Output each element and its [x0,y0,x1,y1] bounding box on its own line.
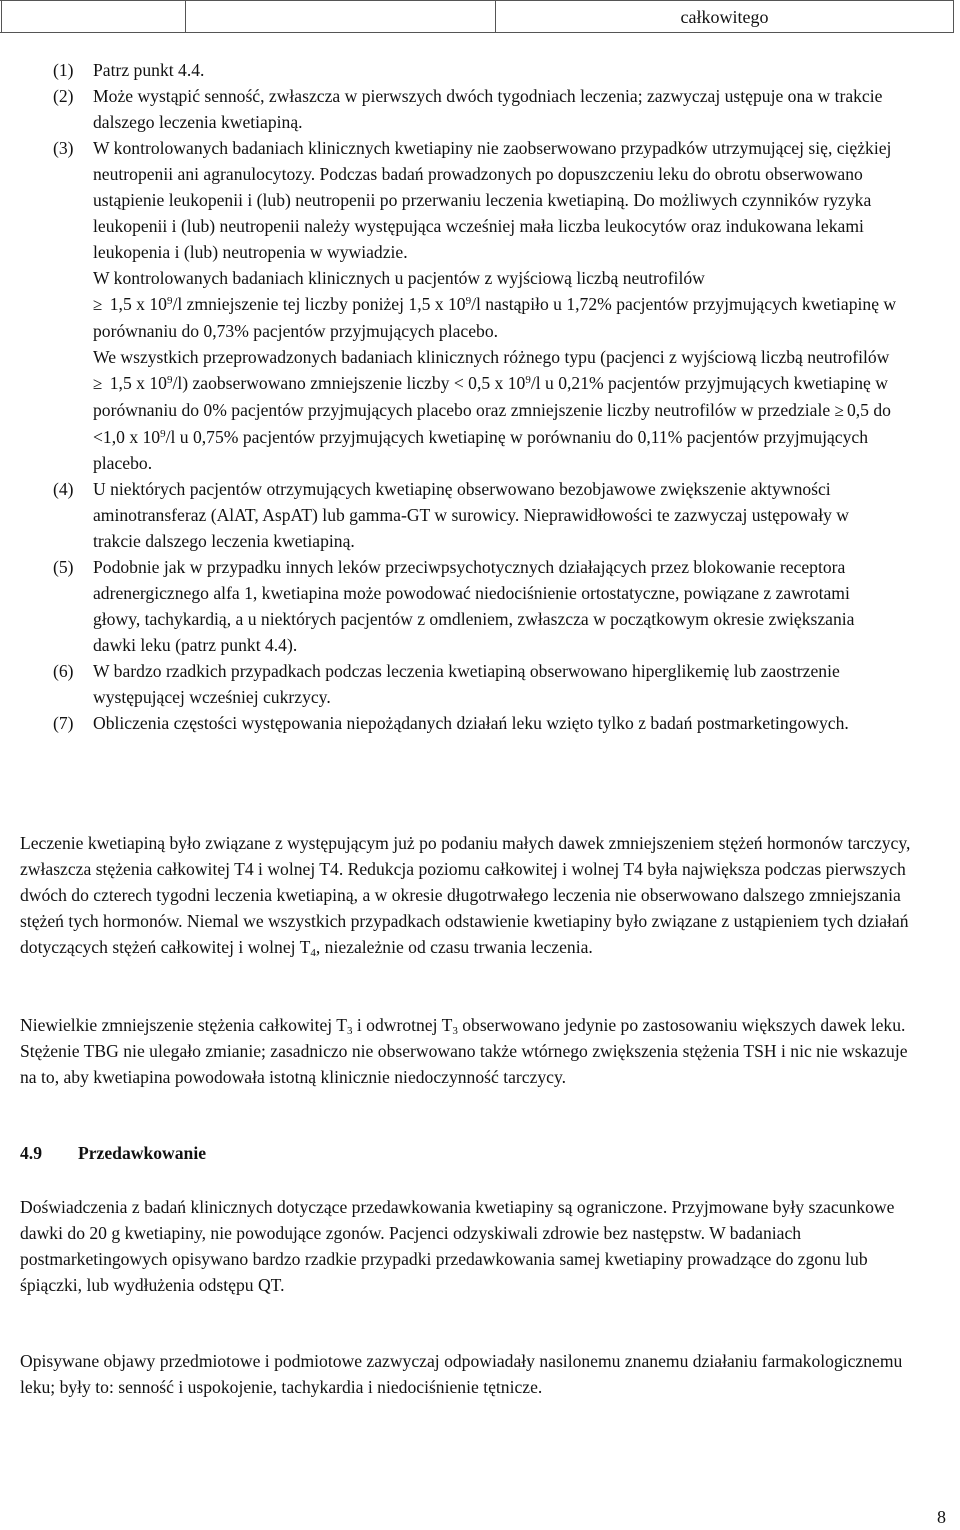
footnote-paragraph-neutrophils: W kontrolowanych badaniach klinicznych u pacjentów z wyjściową liczbą neutrofilów ≥ 1,5 x $10^9/l$ zmniejszenie tej liczby poniżej 1,5 x $10^9/l$ nastąpiło u 1,72% pacjentów przyjmujących kwetiapinę w porównaniu do 0,73% pacjentów przyjmujących placebo. [93,268,897,341]
table-cell [2,1,186,33]
section-number: 4.9 [20,1143,42,1163]
footnote-text: W kontrolowanych badaniach klinicznych kwetiapiny nie zaobserwowano przypadków utrzymującej się, ciężkiej neutropenii ani agranulocytozy. Podczas badań prowadzonych po dopuszczeniu leku do obrotu obserwowano ustąpienie leukopenii i (lub) neutropenii po przerwaniu leczenia kwetiapiną. Do możliwych czynników ryzyka leukopenii i (lub) neutropenii należy występująca wcześniej mała liczba leukocytów oraz indukowana lekami leukopenia i (lub) neutropenia w wywiadzie. [93,138,892,262]
footnote-5 [53,554,901,658]
page-number: 8 [937,1507,946,1527]
section-title: Przedawkowanie [78,1143,207,1163]
header-table [0,0,954,33]
footnote-number: (4) [53,479,74,499]
footnote-3 [53,135,901,476]
footnote-2 [53,83,901,135]
footnote-6 [53,658,901,710]
footnote-number: (7) [53,713,74,733]
footnote-4 [53,476,901,554]
symptoms-paragraph: Opisywane objawy przedmiotowe i podmiotowe zazwyczaj odpowiadały nasilonemu znanemu działaniu farmakologicznemu leku; były to: senność i uspokojenie, tachykardia i niedociśnienie tętnicze. [20,1351,903,1397]
footnotes-list [53,57,901,736]
footnote-text: Może wystąpić senność, zwłaszcza w pierwszych dwóch tygodniach leczenia; zazwyczaj ustępuje ona w trakcie dalszego leczenia kwetiapiną. [93,86,883,132]
section-heading [20,1140,206,1166]
t3-paragraph: Niewielkie zmniejszenie stężenia całkowitej $T_3$ i odwrotnej $T_3$ obserwowano jedynie po zastosowaniu większych dawek leku. Stężenie TBG nie ulegało zmianie; zasadniczo nie obserwowano także wtórnego zwiększenia stężenia TSH i nic nie wskazuje na to, aby kwetiapina powodowała istotną klinicznie niedoczynność tarczycy. [20,1015,908,1087]
footnote-7 [53,710,901,736]
footnote-text: W bardzo rzadkich przypadkach podczas leczenia kwetiapiną obserwowano hiperglikemię lub zaostrzenie występującej wcześniej cukrzycy. [93,661,840,707]
footnote-number: (1) [53,60,74,80]
table-cell [186,1,496,33]
footnote-number: (6) [53,661,74,681]
footnote-text: Podobnie jak w przypadku innych leków przeciwpsychotycznych działających przez blokowanie receptora adrenergicznego alfa 1, kwetiapina może powodować niedociśnienie ortostatyczne, powiązane z zawrotami głowy, tachykardią, a u niektórych pacjentów z omdleniem, zwłaszcza w początkowym okresie zwiększania dawki leku (patrz punkt 4.4). [93,557,855,655]
footnote-paragraph-all-studies: We wszystkich przeprowadzonych badaniach klinicznych różnego typu (pacjenci z wyjściową liczbą neutrofilów ≥ 1,5 x $10^9/l$) zaobserwowano zmniejszenie liczby < 0,5 x $10^9/l$ u 0,21% pacjentów przyjmujących kwetiapinę w porównaniu do 0% pacjentów przyjmujących placebo oraz zmniejszenie liczby neutrofilów w przedziale ≥ 0,5 do <1,0 x $10^9/l$ u 0,75% pacjentów przyjmujących kwetiapinę w porównaniu do 0,11% pacjentów przyjmujących placebo. [93,347,891,473]
footnote-number: (5) [53,557,74,577]
footnote-text: Obliczenia częstości występowania niepożądanych działań leku wzięto tylko z badań postmarketingowych. [93,713,849,733]
footnote-1 [53,57,901,83]
overdose-paragraph: Doświadczenia z badań klinicznych dotyczące przedawkowania kwetiapiny są ograniczone. Przyjmowane były szacunkowe dawki do 20 g kwetiapiny, nie powodujące zgonów. Pacjenci odzyskiwali zdrowie bez następstw. W badaniach postmarketingowych opisywano bardzo rzadkie przypadki przedawkowania samej kwetiapiny prowadzące do zgonu lub śpiączki, lub wydłużenia odstępu QT. [20,1197,895,1295]
footnote-number: (3) [53,138,74,158]
thyroid-paragraph: Leczenie kwetiapiną było związane z występującym już po podaniu małych dawek zmniejszeniem stężeń hormonów tarczycy, zwłaszcza stężenia całkowitej T4 i wolnej T4. Redukcja poziomu całkowitej i wolnej T4 była największa podczas pierwszych dwóch do czterech tygodni leczenia kwetiapiną, a w okresie długotrwałego leczenia nie obserwowano dalszego zmniejszania stężeń tych hormonów. Niemal we wszystkich przypadkach odstawienie kwetiapiny było związane z ustąpieniem tych działań dotyczących stężeń całkowitej i wolnej $T_4$, niezależnie od czasu trwania leczenia. [20,833,911,959]
table-cell-right: całkowitego [496,1,954,33]
footnote-number: (2) [53,86,74,106]
footnote-text: U niektórych pacjentów otrzymujących kwetiapinę obserwowano bezobjawowe zwiększenie aktywności aminotransferaz (AlAT, AspAT) lub gamma-GT w surowicy. Nieprawidłowości te zazwyczaj ustępowały w trakcie dalszego leczenia kwetiapiną. [93,479,849,551]
footnote-text: Patrz punkt 4.4. [93,60,205,80]
